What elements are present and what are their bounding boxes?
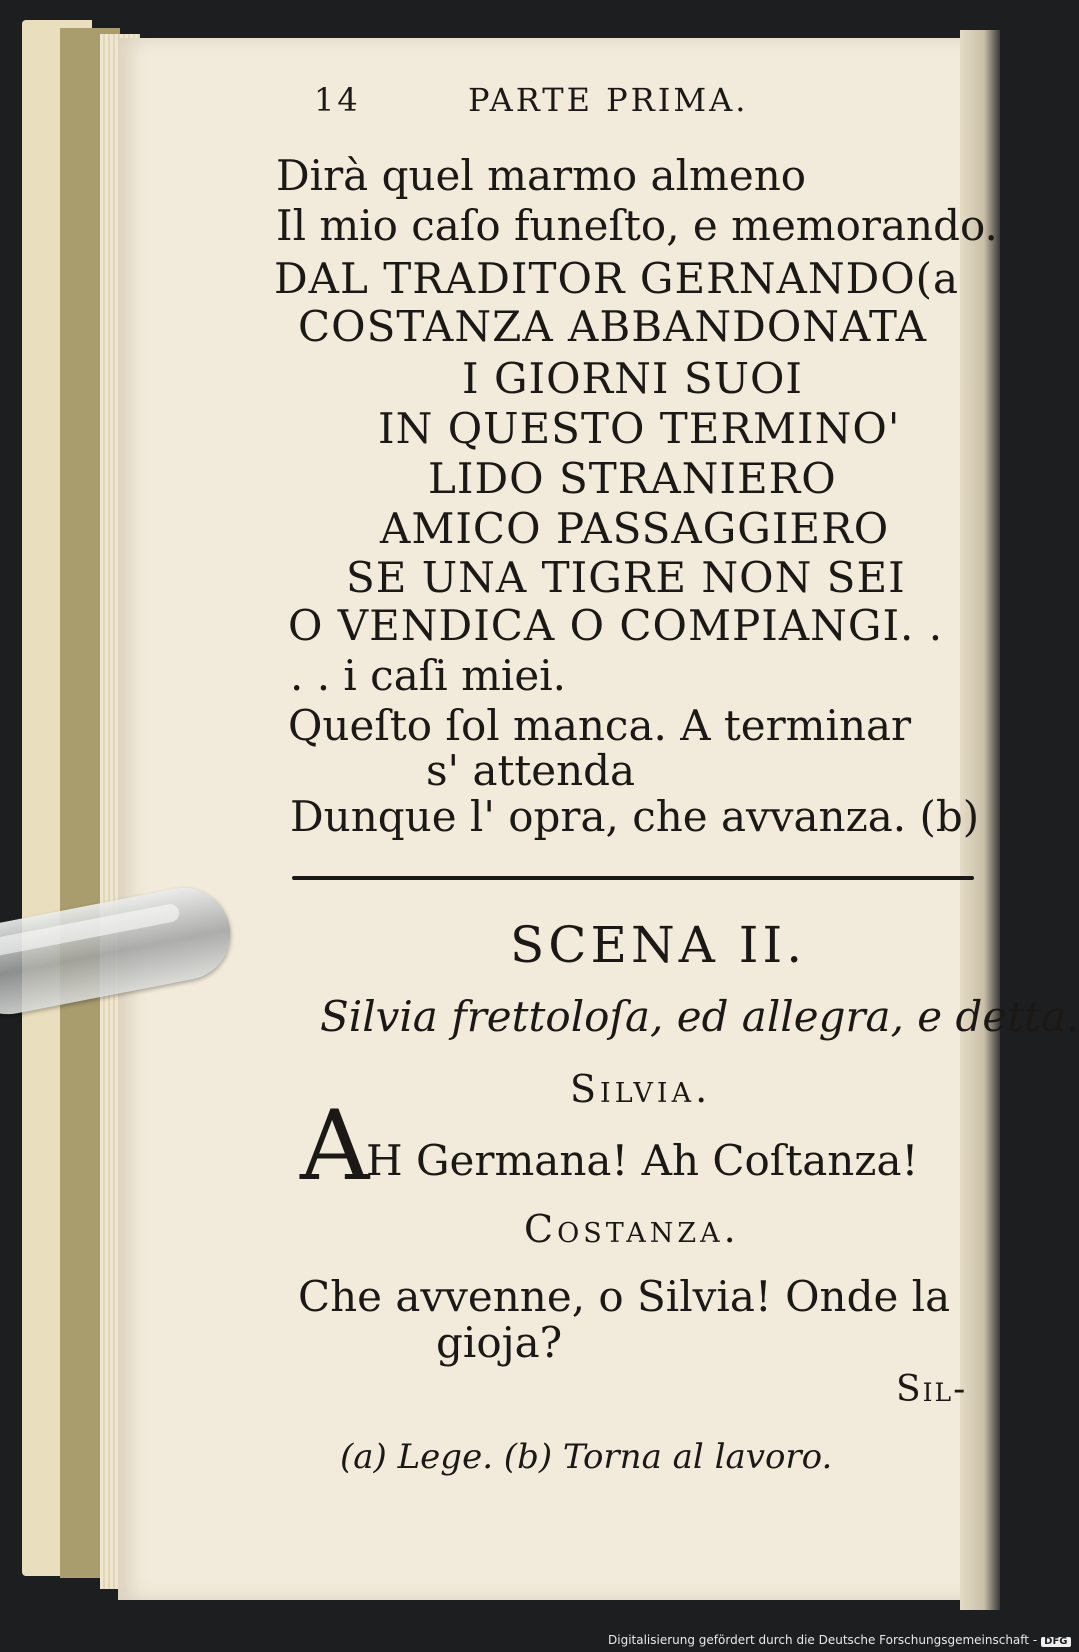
credit-text: Digitalisierung gefördert durch die Deutsche Forschungsgemeinschaft - [608, 1633, 1038, 1647]
verse-line: s' attenda [426, 746, 636, 795]
epitaph-line: IN QUESTO TERMINO' [378, 404, 901, 453]
epitaph-line: COSTANZA ABBANDONATA [298, 302, 928, 351]
drop-cap: A [300, 1090, 370, 1202]
verse-line: Queſto ſol manca. A terminar [288, 701, 912, 750]
digitization-credit [608, 1634, 1071, 1647]
epitaph-line: I GIORNI SUOI [462, 354, 804, 403]
epitaph-line: DAL TRADITOR GERNANDO(a [274, 254, 960, 303]
dialogue-line: gioja? [436, 1318, 563, 1367]
dfg-logo: DFG [1041, 1637, 1070, 1647]
verse-line: . . i caſi miei. [290, 651, 566, 700]
dialogue-line: Che avvenne, o Silvia! Onde la [298, 1272, 951, 1321]
footnotes: (a) Lege. (b) Torna al lavoro. [340, 1437, 833, 1477]
scene-title: SCENA II. [510, 916, 807, 974]
verse-line: Dirà quel marmo almeno [276, 151, 807, 200]
epitaph-line: AMICO PASSAGGIERO [380, 504, 890, 553]
speaker-silvia: Silvia. [570, 1067, 712, 1111]
dialogue-line: H Germana! Ah Coſtanza! [366, 1136, 919, 1185]
section-rule [292, 876, 974, 880]
running-title: PARTE PRIMA. [468, 81, 749, 119]
catchword: Sil- [896, 1369, 968, 1410]
verse-line: Dunque l' opra, che avvanza. (b) [290, 792, 980, 841]
epitaph-line: SE UNA TIGRE NON SEI [346, 553, 906, 602]
stage-direction: Silvia frettoloſa, ed allegra, e detta. [320, 992, 1079, 1041]
verse-line: Il mio caſo funeſto, e memorando. [276, 201, 998, 250]
page-number: 14 [314, 81, 361, 119]
speaker-costanza: Costanza. [524, 1207, 740, 1251]
epitaph-line: LIDO STRANIERO [428, 454, 837, 503]
epitaph-line: O VENDICA O COMPIANGI. . [288, 601, 944, 650]
